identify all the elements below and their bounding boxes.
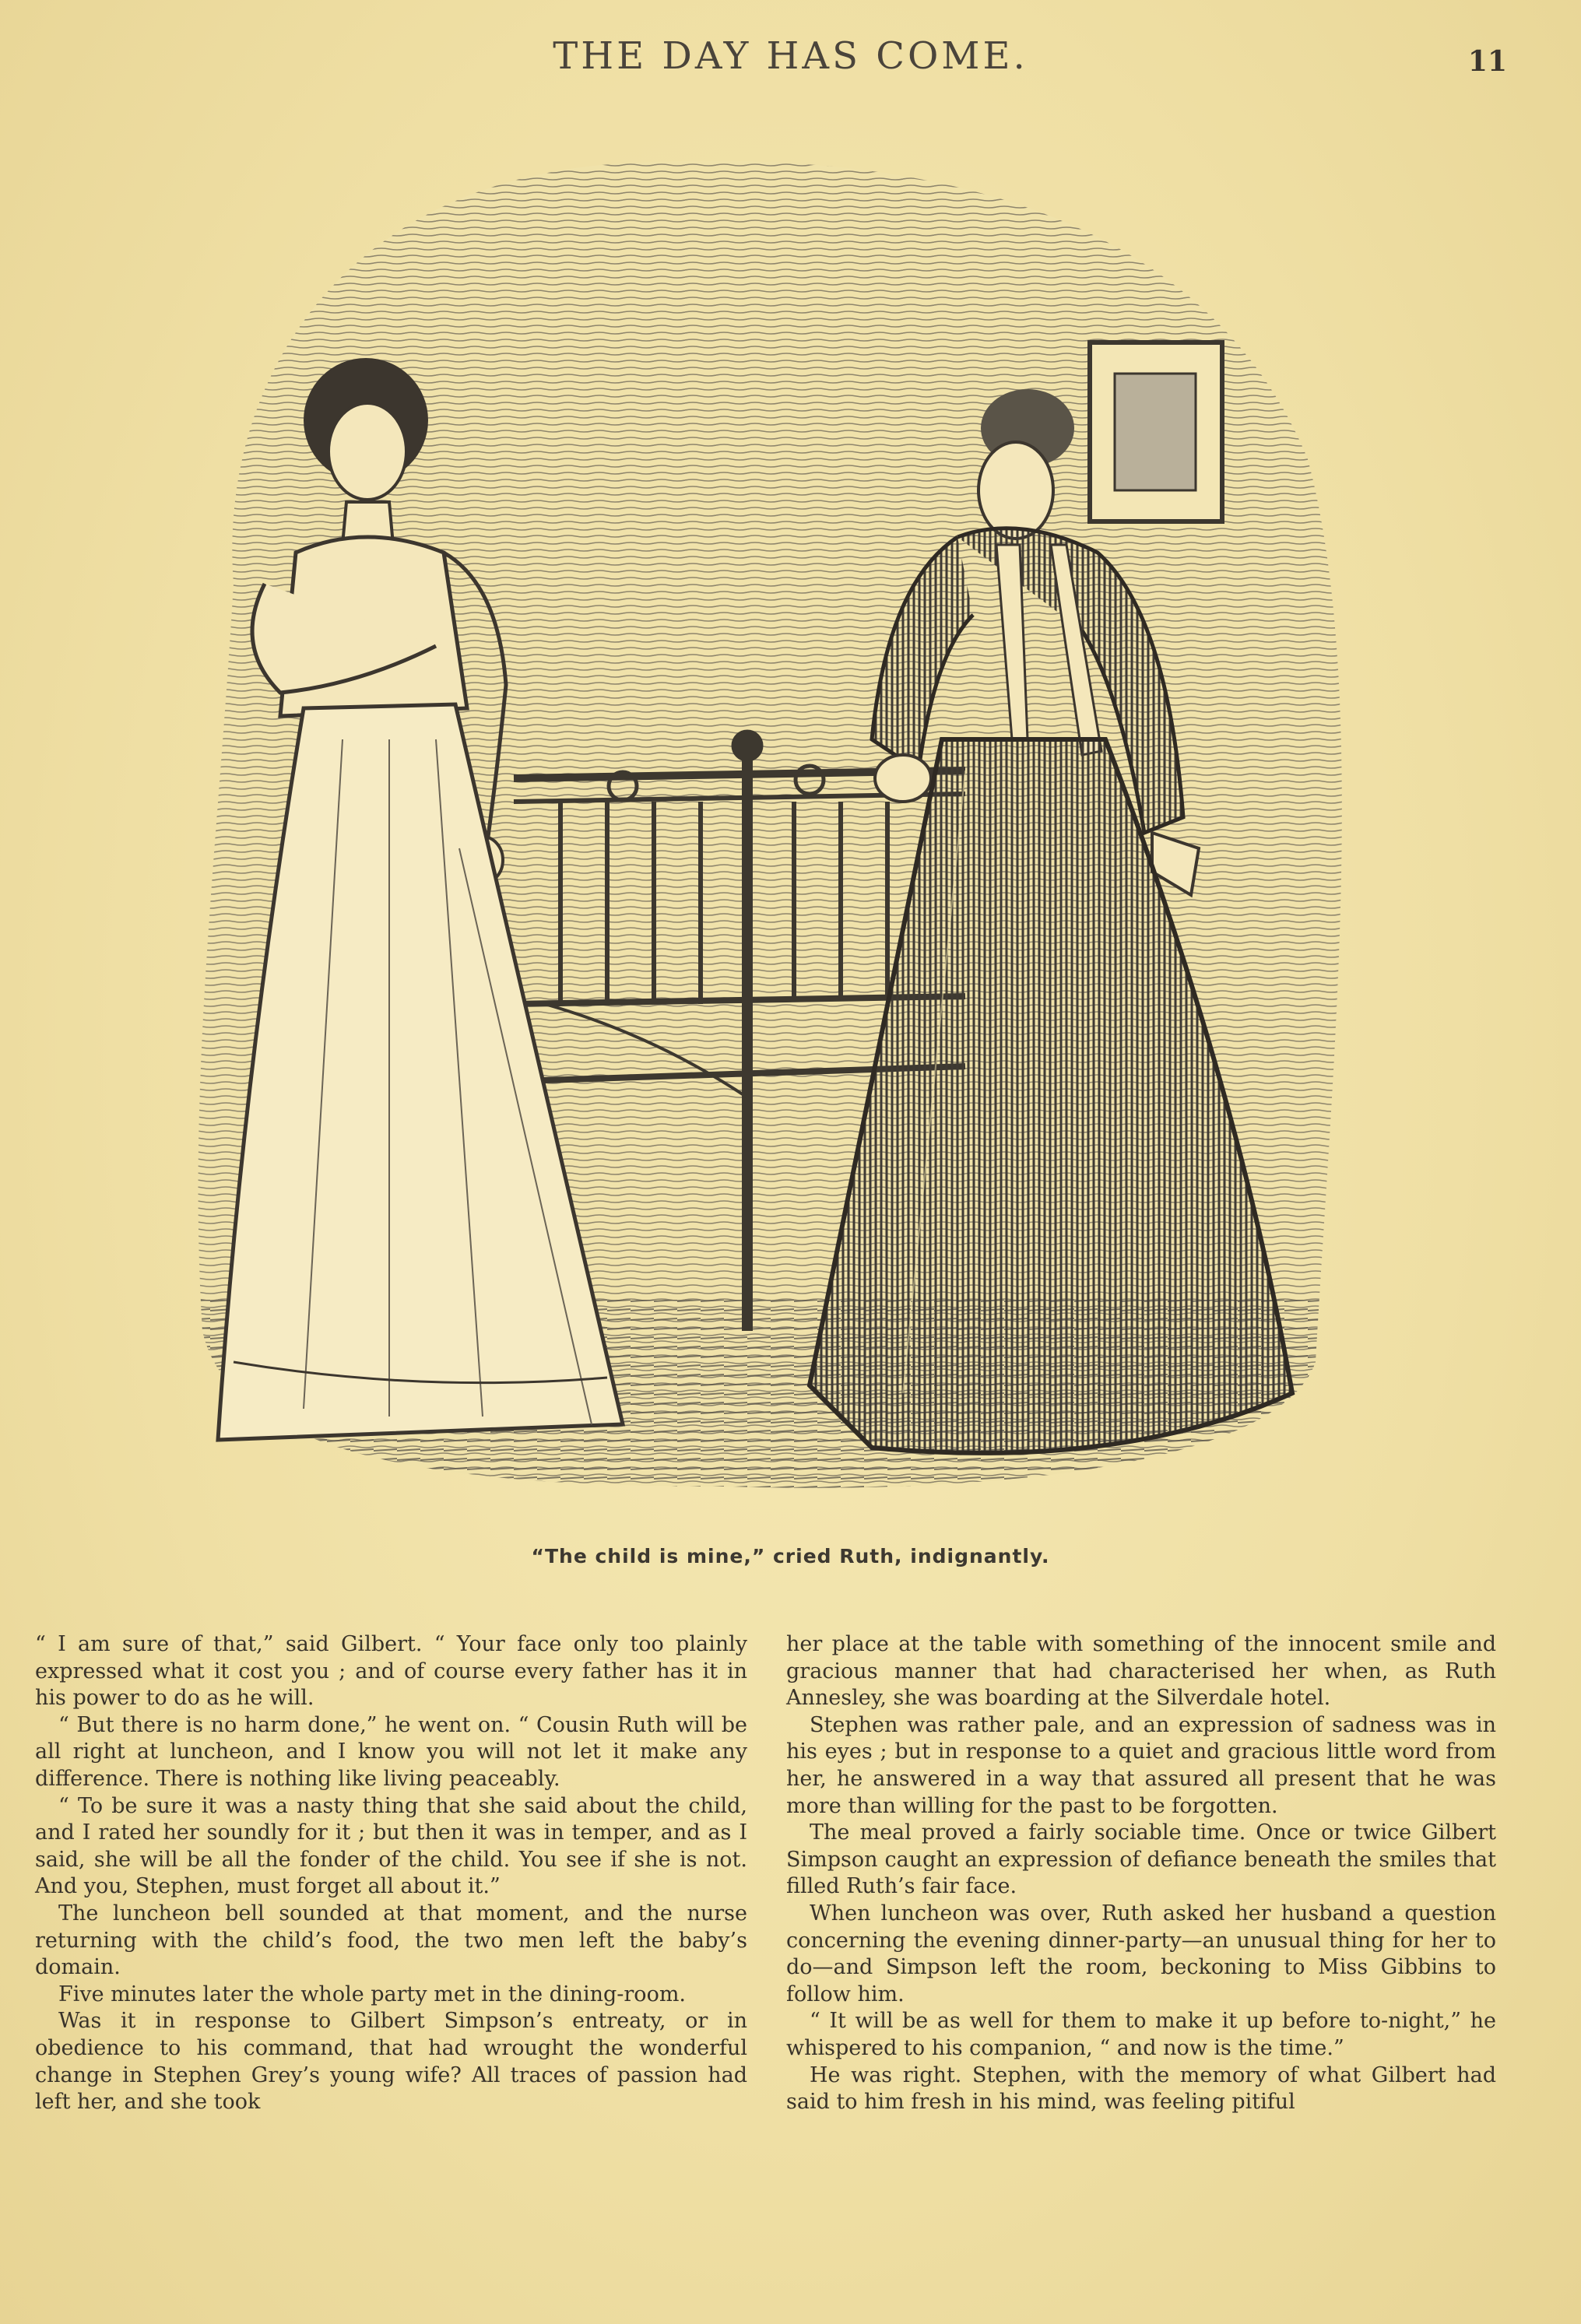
engraving-illustration [187, 148, 1370, 1502]
text-column-left [35, 1631, 747, 2116]
page-number: 11 [1467, 45, 1507, 78]
paragraph: Five minutes later the whole party met in the dining-room. [58, 1982, 687, 2006]
illustration-caption: “The child is mine,” cried Ruth, indignantly. [531, 1545, 1050, 1567]
paragraph: “ I am sure of that,” said Gilbert. “ Your face only too plainly expressed what it cost you ; and of course every father has it in his power to do as he will. [35, 1632, 747, 1711]
paragraph: Stephen was rather pale, and an expression of sadness was in his eyes ; but in response to a quiet and gracious little word from her, he answered in a way that assured all present that he was more than willing for the past to be forgotten. [786, 1712, 1496, 1818]
paragraph: her place at the table with something of the innocent smile and gracious manner that had characterised her when, as Ruth Annesley, she was boarding at the Silverdale hotel. [786, 1632, 1496, 1711]
text-column-right [786, 1631, 1496, 2116]
paragraph: “ To be sure it was a nasty thing that she said about the child, and I rated her soundly for it ; but then it was in temper, and as I said, she will be all the fonder of the child. You see if she is not. And you, Stephen, must forget all about it.” [35, 1793, 747, 1899]
paragraph: The meal proved a fairly sociable time. Once or twice Gilbert Simpson caught an expression of defiance beneath the smiles that filled Ruth’s fair face. [786, 1820, 1496, 1899]
running-header-title: THE DAY HAS COME. [553, 34, 1028, 78]
picture-frame [1090, 342, 1222, 521]
paragraph: He was right. Stephen, with the memory of what Gilbert had said to him fresh in his mind, was feeling pitiful [786, 2062, 1496, 2115]
paragraph: The luncheon bell sounded at that moment, and the nurse returning with the child’s food, the two men left the baby’s domain. [35, 1901, 747, 1980]
paragraph: “ But there is no harm done,” he went on. “ Cousin Ruth will be all right at luncheon, and I know you will not let it make any difference. There is nothing like living peaceably. [35, 1712, 747, 1791]
paragraph: When luncheon was over, Ruth asked her husband a question concerning the evening dinner-party—an unusual thing for her to do—and Simpson left the room, beckoning to Miss Gibbins to follow him. [786, 1901, 1496, 2006]
paragraph: “ It will be as well for them to make it up before to-night,” he whispered to his companion, “ and now is the time.” [786, 2009, 1496, 2060]
paragraph: Was it in response to Gilbert Simpson’s entreaty, or in obedience to his command, that had wrought the wonderful change in Stephen Grey’s young wife? All traces of passion had left her, and she took [35, 2009, 747, 2115]
